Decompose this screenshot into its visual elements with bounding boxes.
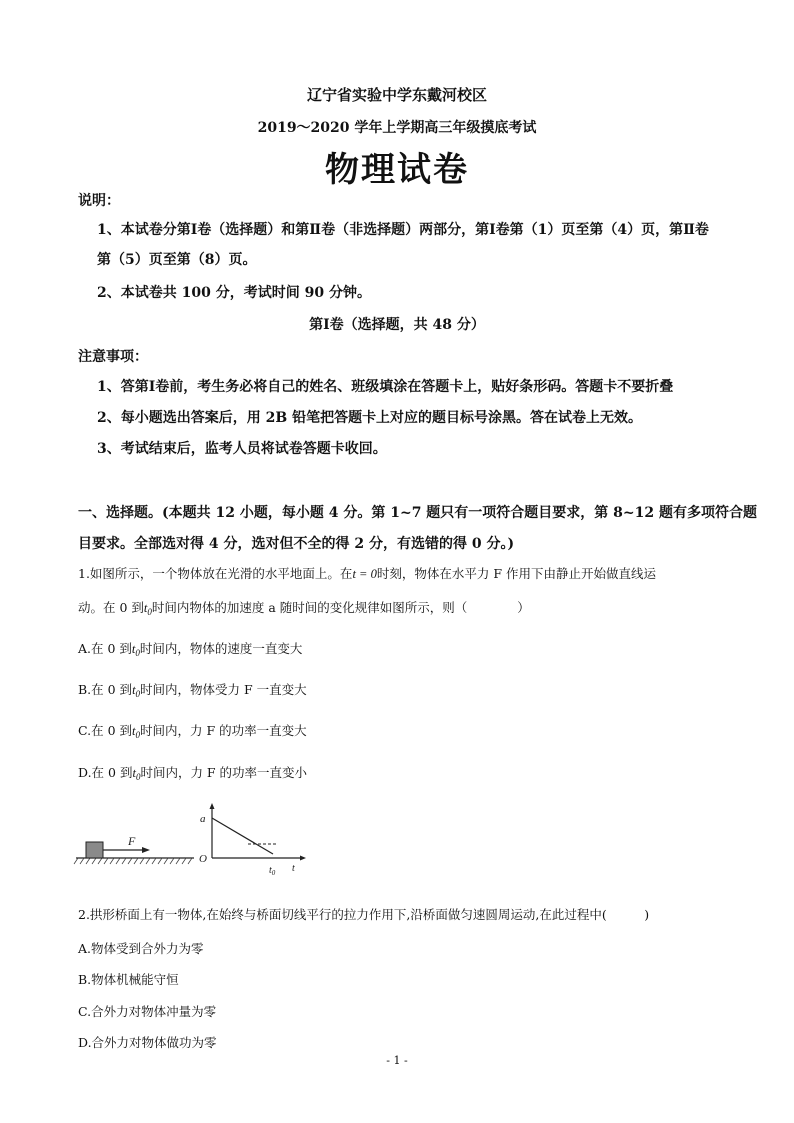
instruction-item-1-line2: 第（5）页至第（8）页。 — [97, 252, 257, 268]
q2-stem: 2.拱形桥面上有一物体,在始终与桥面切线平行的拉力作用下,沿桥面做匀速圆周运动,在此过程中( ) — [78, 907, 650, 922]
q1-option-d: D.在 0 到$t_0$时间内，力 F 的功率一直变小 — [78, 765, 308, 782]
q2-option-b: B.物体机械能守恒 — [78, 972, 179, 987]
notes-heading: 注意事项： — [78, 349, 148, 365]
a-axis-arrow-icon — [210, 803, 215, 809]
q1-option-a: A.在 0 到$t_0$时间内，物体的速度一直变大 — [78, 641, 303, 658]
page-number: - 1 - — [386, 1054, 408, 1067]
t0-label: $t_0$ — [269, 865, 276, 877]
note-item-3: 3、考试结束后，监考人员将试卷答题卡收回。 — [97, 441, 387, 457]
t-axis-arrow-icon — [300, 856, 306, 861]
exam-term: 2019～2020 学年上学期高三年级摸底考试 — [257, 120, 537, 136]
t-label: t — [292, 863, 295, 874]
instructions-heading: 说明： — [78, 193, 120, 209]
q2-option-a: A.物体受到合外力为零 — [78, 941, 204, 956]
section1-instructions-line2: 目要求。全部选对得 4 分，选对但不全的得 2 分，有选错的得 0 分。) — [78, 536, 515, 552]
q1-option-b: B.在 0 到$t_0$时间内，物体受力 F 一直变大 — [78, 682, 307, 699]
instruction-item-1-line1: 1、本试卷分第Ⅰ卷（选择题）和第Ⅱ卷（非选择题）两部分，第Ⅰ卷第（1）页至第（4）页，第Ⅱ卷 — [97, 222, 709, 238]
ground-hatching — [74, 858, 192, 864]
school-name: 辽宁省实验中学东戴河校区 — [306, 86, 487, 104]
block-icon — [86, 842, 103, 858]
force-label: F — [128, 834, 136, 848]
note-item-2: 2、每小题选出答案后，用 2B 铅笔把答题卡上对应的题目标号涂黑。答在试卷上无效。 — [97, 410, 643, 426]
page-title: 物理试卷 — [325, 150, 469, 190]
origin-label: O — [199, 853, 207, 865]
force-arrowhead-icon — [142, 847, 150, 853]
a-axis-label: a — [200, 813, 206, 825]
acceleration-line — [212, 818, 273, 854]
note-item-1: 1、答第Ⅰ卷前，考生务必将自己的姓名、班级填涂在答题卡上，贴好条形码。答题卡不要折叠 — [97, 379, 674, 395]
q1-stem-line1: 1.如图所示，一个物体放在光滑的水平地面上。在t = 0时刻，物体在水平力 F 作用下由静止开始做直线运 — [78, 566, 656, 581]
q2-option-c: C.合外力对物体冲量为零 — [78, 1004, 217, 1019]
q1-option-c: C.在 0 到$t_0$时间内，力 F 的功率一直变大 — [78, 723, 307, 740]
part1-title: 第Ⅰ卷（选择题，共 48 分） — [309, 317, 485, 333]
q1-stem-line2: 动。在 0 到$t_0$时间内物体的加速度 a 随时间的变化规律如图所示，则（ ） — [78, 600, 530, 617]
instruction-item-2: 2、本试卷共 100 分，考试时间 90 分钟。 — [97, 285, 371, 301]
q2-option-d: D.合外力对物体做功为零 — [78, 1035, 217, 1050]
section1-instructions-line1: 一、选择题。(本题共 12 小题，每小题 4 分。第 1~7 题只有一项符合题目要求，第 8~12 题有多项符合题 — [78, 505, 758, 521]
q1-figure — [72, 800, 312, 894]
